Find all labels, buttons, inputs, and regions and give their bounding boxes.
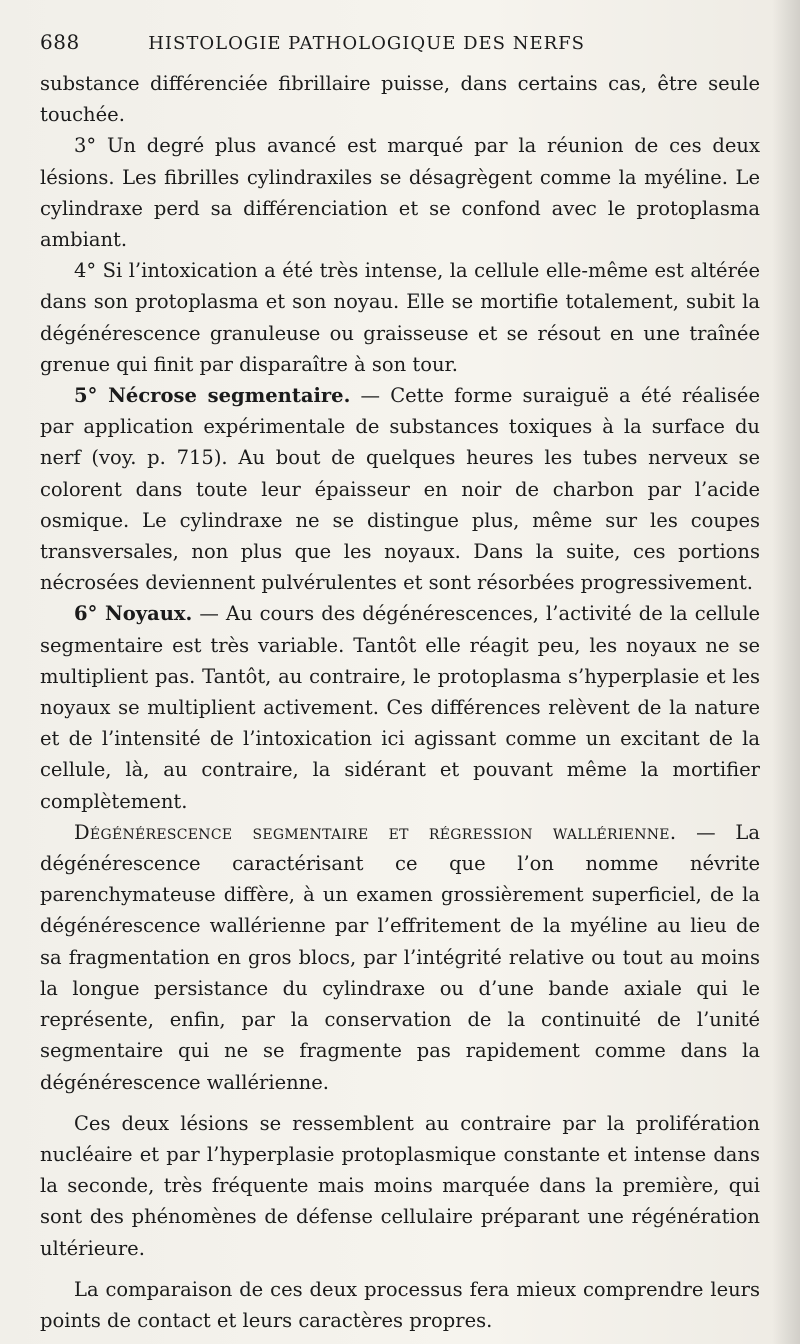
paragraph-necrose-segmentaire — [40, 380, 760, 598]
paragraph-ressemblance — [40, 1108, 760, 1264]
running-title: HISTOLOGIE PATHOLOGIQUE DES NERFS — [148, 33, 585, 54]
paragraph-text: — La dégénérescence caractérisant ce que l’on nomme névrite parenchymateuse diffère, à un examen grossièrement superficiel, de la dégénérescence wallérienne par l’effritement de la myéline au lieu de sa fragmentation en gros blocs, par l’intégrité relative ou tout au moins la longue persistance du cylindraxe ou d’une bande axiale qui le représente, enfin, par la conservation de la continuité de l’unité segmentaire qui ne se fragmente pas rapidement comme dans la dégénérescence wallérienne. — [40, 820, 760, 1094]
paragraph-text: — Au cours des dégénérescences, l’activité de la cellule segmentaire est très variable. Tantôt elle réagit peu, les noyaux ne se multiplient pas. Tantôt, au contraire, le protoplasma s’hyperplasie et les noyaux se multiplient activement. Ces différences relèvent de la nature et de l’intensité de l’intoxication ici agissant comme un excitant de la cellule, là, au contraire, la sidérant et pouvant même la mortifier complètement. — [40, 602, 760, 813]
paragraph-item-4 — [40, 255, 760, 380]
paragraph-text: La comparaison de ces deux processus fera mieux comprendre leurs points de contact et leurs caractères propres. — [40, 1277, 760, 1332]
paragraph-text: 4° Si l’intoxication a été très intense, la cellule elle-même est altérée dans son protoplasma et son noyau. Elle se mortifie totalement, subit la dégénérescence granuleuse ou graisseuse et se résout en une traînée grenue qui finit par disparaître à son tour. — [40, 259, 760, 376]
paragraph-comparaison — [40, 1274, 760, 1336]
paragraph-continuation — [40, 68, 760, 130]
paragraph-text: Ces deux lésions se ressemblent au contraire par la prolifération nucléaire et par l’hyperplasie protoplasmique constante et intense dans la seconde, très fréquente mais moins marquée dans la première, qui sont des phénomènes de défense cellulaire préparant une régénération ultérieure. — [40, 1111, 760, 1260]
paragraph-text: substance différenciée fibrillaire puisse, dans certains cas, être seule touchée. — [40, 72, 760, 127]
page-edge-shadow — [772, 0, 800, 1344]
section-heading: Dégénérescence segmentaire et régression wallérienne. — [74, 820, 677, 844]
section-heading: 5° Nécrose segmentaire. — [74, 384, 351, 408]
section-heading: 6° Noyaux. — [74, 602, 193, 626]
paragraph-noyaux — [40, 598, 760, 816]
page-header — [40, 30, 760, 58]
paragraph-text: — Cette forme suraiguë a été réalisée par application expérimentale de substances toxiques à la surface du nerf (voy. p. 715). Au bout de quelques heures les tubes nerveux se colorent dans toute leur épaisseur en noir de charbon par l’acide osmique. Le cylindraxe ne se distingue plus, même sur les coupes transversales, non plus que les noyaux. Dans la suite, ces portions nécrosées deviennent pulvérulentes et sont résorbées progressivement. — [40, 384, 760, 595]
paragraph-item-3 — [40, 130, 760, 255]
body-text — [40, 68, 760, 1336]
paragraph-text: 3° Un degré plus avancé est marqué par la réunion de ces deux lésions. Les fibrilles cylindraxiles se désagrègent comme la myéline. Le cylindraxe perd sa différenciation et se confond avec le protoplasma ambiant. — [40, 134, 760, 252]
page-number: 688 — [40, 30, 80, 54]
paragraph-degenerescence — [40, 817, 760, 1098]
